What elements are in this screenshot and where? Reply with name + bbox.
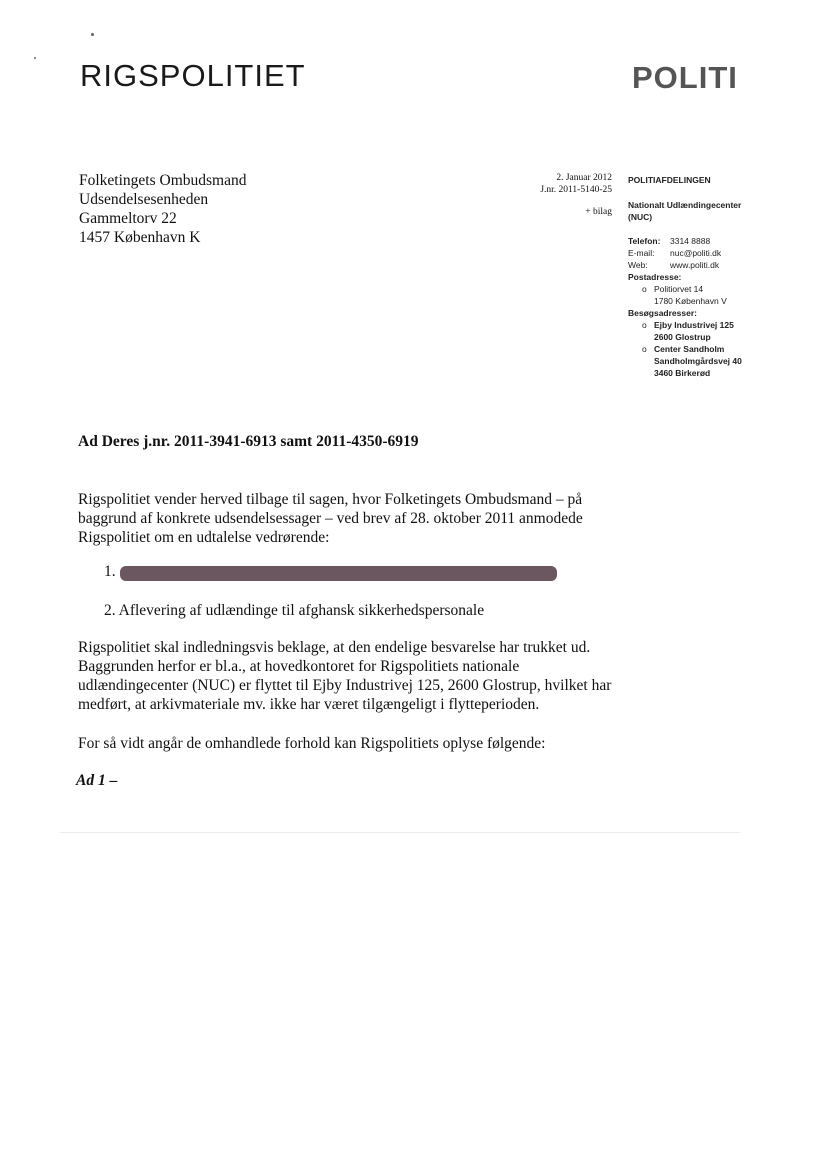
email-label: E-mail: xyxy=(628,248,655,258)
list-number: 1. xyxy=(104,563,116,580)
web-label: Web: xyxy=(628,260,648,270)
phone-value: 3314 8888 xyxy=(670,236,711,246)
contact-sidebar xyxy=(628,174,808,379)
body-paragraph: Rigspolitiet skal indledningsvis beklage, at den endelige besvarelse har trukket ud. Baggrunden herfor er bl.a., at hovedkontoret for Rigspolitiets nationale udlændingecenter (NUC) er flyttet til Ejby Industrivej 125, 2600 Glostrup, hvilket har medført, at arkivmateriale mv. ikke har været tilgængeligt i flytteperioden. xyxy=(78,639,612,713)
scan-speck xyxy=(34,57,36,59)
visit1-city: 2600 Glostrup xyxy=(654,332,711,342)
visit2-name: Center Sandholm xyxy=(654,344,725,354)
email-value: nuc@politi.dk xyxy=(670,248,722,258)
phone-label: Telefon: xyxy=(628,236,661,246)
redaction-bar xyxy=(120,566,557,581)
attachment-note: + bilag xyxy=(585,207,612,217)
numbered-list xyxy=(104,563,485,619)
bullet-icon: o xyxy=(642,284,647,294)
politi-logo: POLITI xyxy=(632,60,738,95)
department-name: POLITIAFDELINGEN xyxy=(628,175,711,185)
phone-row xyxy=(628,235,808,247)
body-paragraph: Rigspolitiet vender herved tilbage til sagen, hvor Folketingets Ombudsmand – på baggrund af konkrete udsendelsessager – ved brev af 28. oktober 2011 anmodede Rigspolitiet om en udtalelse vedrørende: xyxy=(78,491,583,546)
section-label: Ad 1 – xyxy=(76,772,118,789)
postal-street: Politiorvet 14 xyxy=(654,284,704,294)
web-row xyxy=(628,259,808,271)
recipient-line: Folketingets Ombudsmand xyxy=(79,172,247,189)
visit2-city: 3460 Birkerød xyxy=(654,368,711,378)
letterhead-title: RIGSPOLITIET xyxy=(80,58,306,93)
recipient-line: Udsendelsesenheden xyxy=(79,191,209,208)
journal-number: J.nr. 2011-5140-25 xyxy=(540,185,612,195)
visit-address-1 xyxy=(628,319,808,331)
recipient-address xyxy=(79,171,246,247)
visit2-street: Sandholmgårdsvej 40 xyxy=(654,356,742,366)
recipient-line: 1457 København K xyxy=(79,229,201,246)
unit-abbreviation: (NUC) xyxy=(628,212,653,222)
postal-line xyxy=(628,283,808,295)
body-paragraph: For så vidt angår de omhandlede forhold kan Rigspolitiets oplyse følgende: xyxy=(78,735,546,752)
email-row xyxy=(628,247,808,259)
visit-address-2 xyxy=(628,343,808,355)
list-item xyxy=(104,563,116,585)
visit1-street: Ejby Industrivej 125 xyxy=(654,320,734,330)
postal-label: Postadresse: xyxy=(628,272,682,282)
page-fold-line xyxy=(60,832,740,833)
web-value: www.politi.dk xyxy=(670,260,720,270)
list-item: 2. Aflevering af udlændinge til afghansk sikkerhedspersonale xyxy=(104,602,485,619)
unit-name: Nationalt Udlændingecenter xyxy=(628,200,742,210)
letter-meta xyxy=(500,172,612,218)
bullet-icon: o xyxy=(642,344,647,354)
letter-subject: Ad Deres j.nr. 2011-3941-6913 samt 2011-4350-6919 xyxy=(78,433,419,450)
scan-speck xyxy=(91,33,94,36)
postal-city: 1780 København V xyxy=(654,296,727,306)
letter-date: 2. Januar 2012 xyxy=(556,173,612,183)
recipient-line: Gammeltorv 22 xyxy=(79,210,177,227)
bullet-icon: o xyxy=(642,320,647,330)
visit-label: Besøgsadresser: xyxy=(628,308,697,318)
